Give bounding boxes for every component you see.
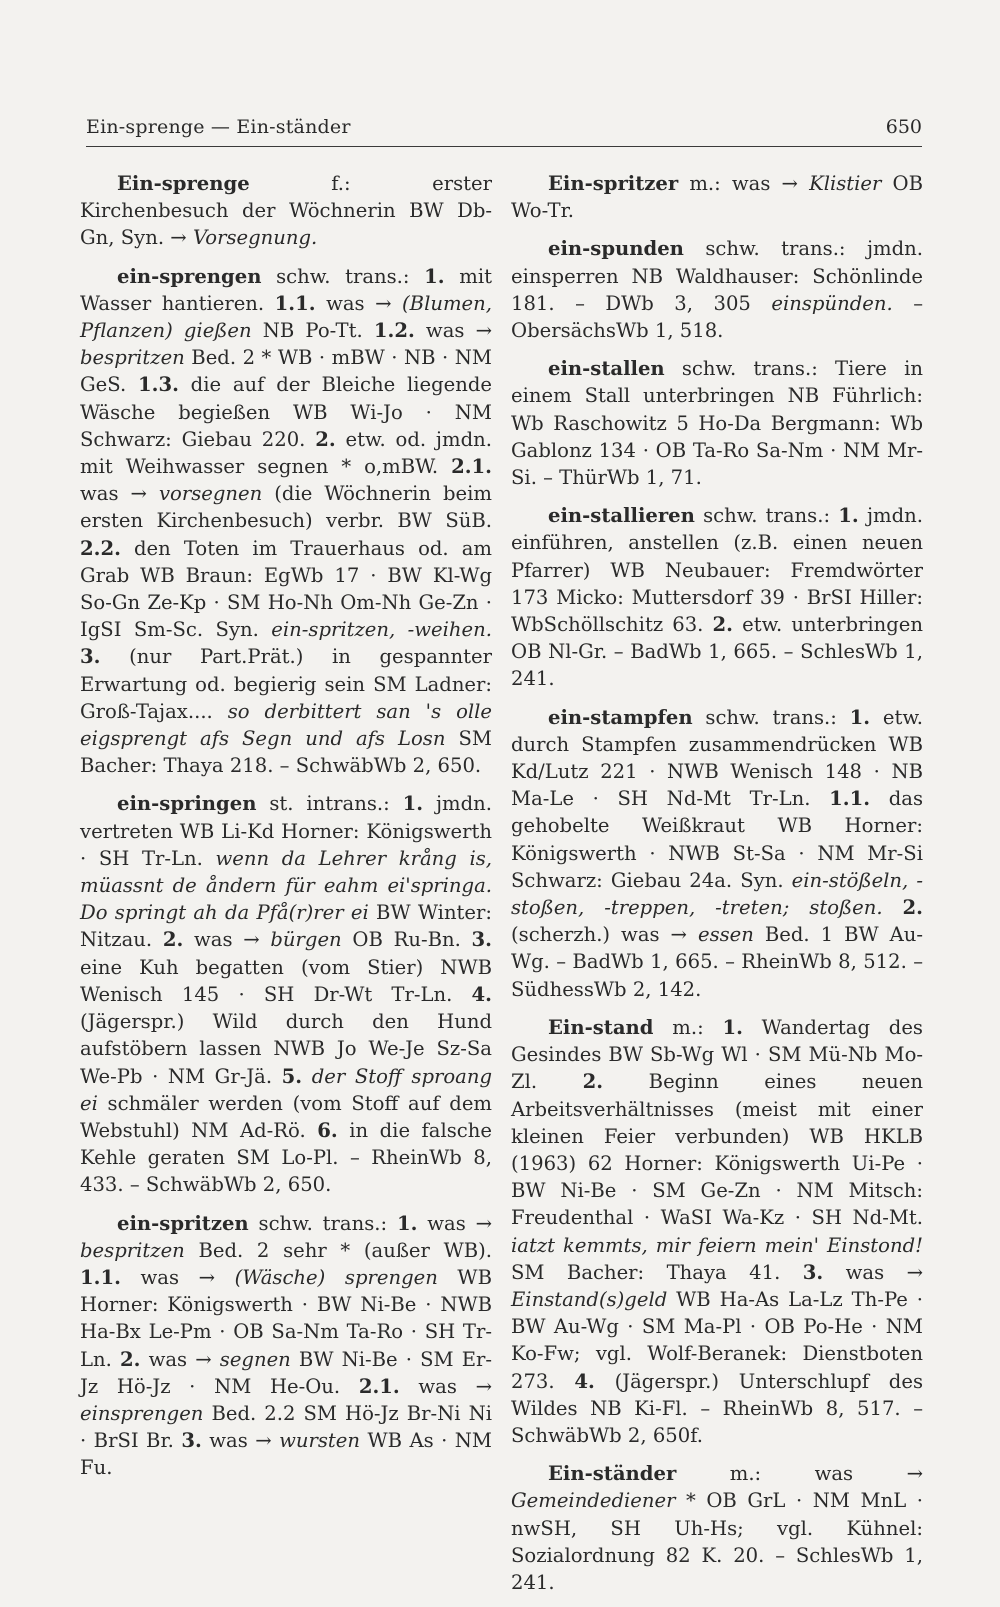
entry-body: schw. trans.: jmdn. einsperren NB Waldhauser: Schönlinde 181. – DWb 3, 305 einspünden. – ObersächsWb 1, 518. xyxy=(511,237,923,343)
running-header xyxy=(86,112,922,147)
entry-lemma: ein-spritzen xyxy=(117,1211,249,1235)
entry-body: schw. trans.: 1. was → bespritzen Bed. 2 sehr * (außer WB). 1.1. was → (Wäsche) sprengen WB Horner: Königswerth · BW Ni-Be · NWB Ha-Bx Le-Pm · OB Sa-Nm Ta-Ro · SH Tr-Ln. 2. was → segnen BW Ni-Be · SM Er-Jz Hö-Jz · NM He-Ou. 2.1. was → einsprengen Bed. 2.2 SM Hö-Jz Br-Ni Ni · BrSI Br. 3. was → wursten WB As · NM Fu. xyxy=(80,1211,492,1480)
entry-body: m.: 1. Wandertag des Gesindes BW Sb-Wg Wl · SM Mü-Nb Mo-Zl. 2. Beginn eines neuen Arbeitsverhältnisses (meist mit einer kleinen Feier verbunden) WB HKLB (1963) 62 Horner: Königswerth Ui-Pe · BW Ni-Be · SM Ge-Zn · NM Mitsch: Freudenthal · WaSI Wa-Kz · SH Nd-Mt. iatzt kemmts, mir feiern mein' Einstond! SM Bacher: Thaya 41. 3. was → Einstand(s)geld WB Ha-As La-Lz Th-Pe · BW Au-Wg · SM Ma-Pl · OB Po-He · NM Ko-Fw; vgl. Wolf-Beranek: Dienstboten 273. 4. (Jägerspr.) Unterschlupf des Wildes NB Ki-Fl. – RheinWb 8, 517. – SchwäbWb 2, 650f. xyxy=(511,1015,923,1447)
dictionary-entry xyxy=(511,235,923,344)
dictionary-entry xyxy=(511,355,923,491)
dictionary-entry xyxy=(80,790,492,1198)
header-title: Ein-sprenge — Ein-ständer xyxy=(86,116,351,138)
entry-lemma: ein-stallieren xyxy=(548,504,695,528)
entry-body: m.: was → Gemeindediener * OB GrL · NM MnL · nwSH, SH Uh-Hs; vgl. Kühnel: Sozialordnung 82 K. 20. – SchlesWb 1, 241. xyxy=(511,1462,923,1594)
entry-body: f.: erster Kirchenbesuch der Wöchnerin BW Db-Gn, Syn. → Vorsegnung. xyxy=(80,172,492,250)
entry-body: m.: was → Klistier OB Wo-Tr. xyxy=(511,172,923,223)
dictionary-entry xyxy=(511,1460,923,1596)
entry-lemma: ein-stallen xyxy=(548,357,665,381)
entry-lemma: Ein-ständer xyxy=(548,1462,677,1486)
entry-lemma: Ein-stand xyxy=(548,1015,654,1039)
dictionary-entry xyxy=(511,170,923,224)
left-column xyxy=(80,170,492,1493)
dictionary-entry xyxy=(511,502,923,692)
dictionary-entry xyxy=(80,263,492,780)
entry-body: st. intrans.: 1. jmdn. vertreten WB Li-Kd Horner: Königswerth · SH Tr-Ln. wenn da Lehrer krång is, müassnt de åndern für eahm ei'springa. Do springt ah da Pfå(r)rer ei BW Winter: Nitzau. 2. was → bürgen OB Ru-Bn. 3. eine Kuh begatten (vom Stier) NWB Wenisch 145 · SH Dr-Wt Tr-Ln. 4. (Jägerspr.) Wild durch den Hund aufstöbern lassen NWB Jo We-Je Sz-Sa We-Pb · NM Gr-Jä. 5. der Stoff sproang ei schmäler werden (vom Stoff auf dem Webstuhl) NM Ad-Rö. 6. in die falsche Kehle geraten SM Lo-Pl. – RheinWb 8, 433. – SchwäbWb 2, 650. xyxy=(80,792,492,1197)
page-number: 650 xyxy=(885,116,922,138)
entry-lemma: ein-spunden xyxy=(548,237,684,261)
right-column xyxy=(511,170,923,1607)
dictionary-entry xyxy=(80,1210,492,1482)
entry-body: schw. trans.: 1. jmdn. einführen, anstellen (z.B. einen neuen Pfarrer) WB Neubauer: Fremdwörter 173 Micko: Muttersdorf 39 · BrSI Hiller: WbSchöllschitz 63. 2. etw. unterbringen OB Nl-Gr. – BadWb 1, 665. – SchlesWb 1, 241. xyxy=(511,504,923,691)
entry-body: schw. trans.: 1. mit Wasser hantieren. 1.1. was → (Blumen, Pflanzen) gießen NB Po-Tt. 1.2. was → bespritzen Bed. 2 * WB · mBW · NB · NM GeS. 1.3. die auf der Bleiche liegende Wäsche begießen WB Wi-Jo · NM Schwarz: Giebau 220. 2. etw. od. jmdn. mit Weihwasser segnen * o,mBW. 2.1. was → vorsegnen (die Wöchnerin beim ersten Kirchenbesuch) verbr. BW SüB. 2.2. den Toten im Trauerhaus od. am Grab WB Braun: EgWb 17 · BW Kl-Wg So-Gn Ze-Kp · SM Ho-Nh Om-Nh Ge-Zn · IgSI Sm-Sc. Syn. ein-spritzen, -weihen. 3. (nur Part.Prät.) in gespannter Erwartung od. begierig sein SM Ladner: Groß-Tajax.... so derbittert san 's olle eigsprengt afs Segn und afs Losn SM Bacher: Thaya 218. – SchwäbWb 2, 650. xyxy=(80,264,492,778)
dictionary-entry xyxy=(80,170,492,252)
dictionary-entry xyxy=(511,704,923,1003)
dictionary-entry xyxy=(511,1014,923,1449)
entry-lemma: ein-sprengen xyxy=(117,264,262,288)
entry-lemma: Ein-sprenge xyxy=(117,172,250,195)
entry-body: schw. trans.: 1. etw. durch Stampfen zusammendrücken WB Kd/Lutz 221 · NWB Wenisch 148 · NB Ma-Le · SH Nd-Mt Tr-Ln. 1.1. das gehobelte Weißkraut WB Horner: Königswerth · NWB St-Sa · NM Mr-Si Schwarz: Giebau 24a. Syn. ein-stößeln, -stoßen, -treppen, -treten; stoßen. 2. (scherzh.) was → essen Bed. 1 BW Au-Wg. – BadWb 1, 665. – RheinWb 8, 512. – SüdhessWb 2, 142. xyxy=(511,705,924,1001)
entry-body: schw. trans.: Tiere in einem Stall unterbringen NB Führlich: Wb Raschowitz 5 Ho-Da Bergmann: Wb Gablonz 134 · OB Ta-Ro Sa-Nm · NM Mr-Si. – ThürWb 1, 71. xyxy=(511,357,923,490)
entry-lemma: ein-springen xyxy=(117,792,257,816)
entry-lemma: ein-stampfen xyxy=(548,705,693,729)
entry-lemma: Ein-spritzer xyxy=(548,172,679,195)
